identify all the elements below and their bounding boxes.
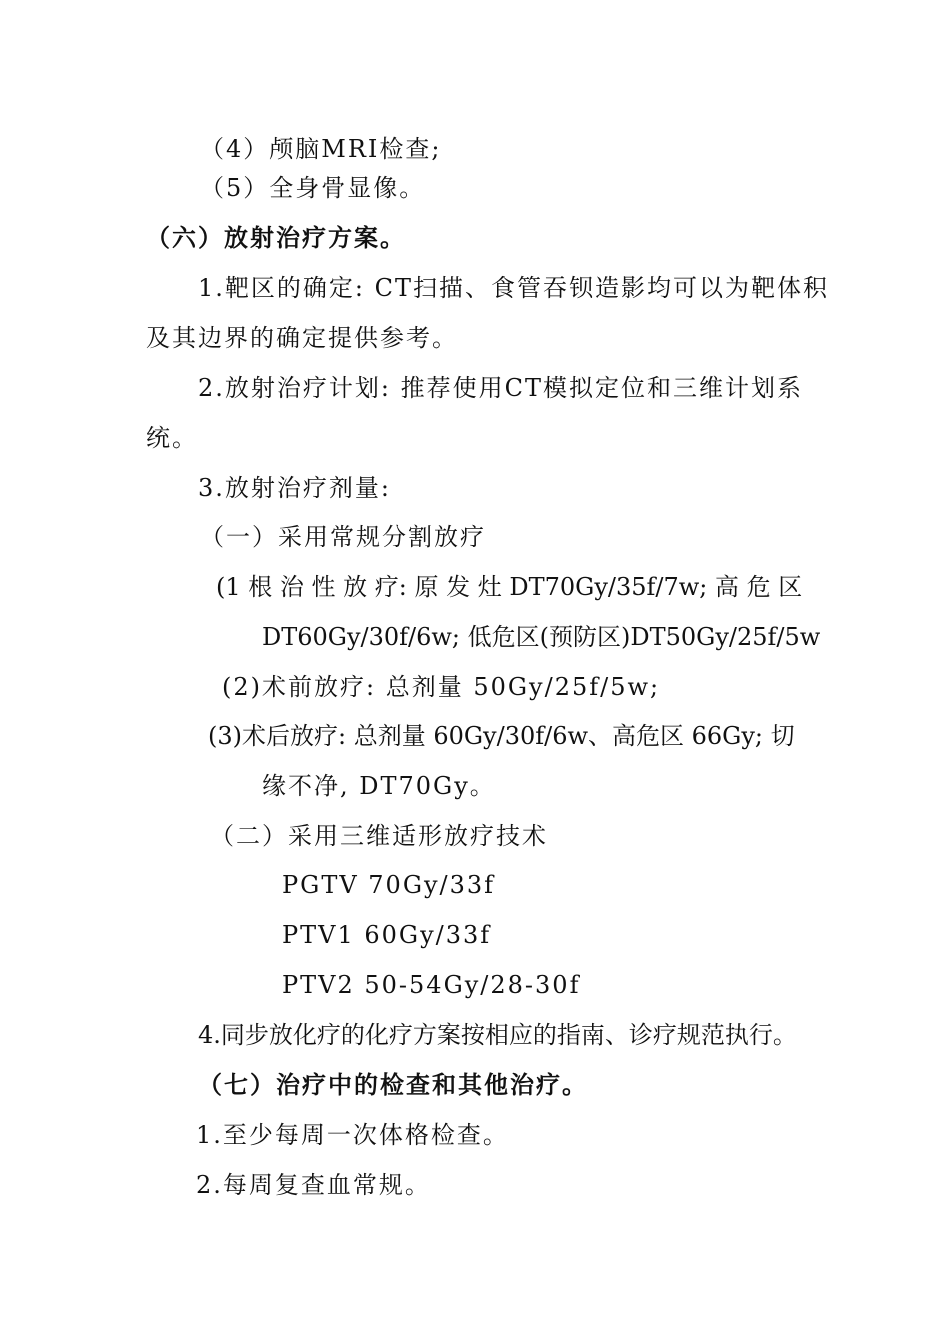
text-line: 缘不净, DT70Gy。 [262, 772, 496, 800]
text-line: 3.放射治疗剂量: [198, 474, 391, 502]
text-line: (1 根 治 性 放 疗: 原 发 灶 DT70Gy/35f/7w; 高 危 区 [216, 573, 803, 601]
text-line: 1.至少每周一次体格检查。 [196, 1121, 509, 1149]
text-line: （4）颅脑MRI检查; [200, 135, 442, 163]
text-line: （5）全身骨显像。 [200, 174, 426, 202]
text-line: 及其边界的确定提供参考。 [146, 324, 458, 352]
text-line: PTV1 60Gy/33f [282, 921, 492, 949]
text-line: (3)术后放疗: 总剂量 60Gy/30f/6w、高危区 66Gy; 切 [208, 722, 795, 750]
text-line: （二）采用三维适形放疗技术 [210, 822, 548, 850]
text-line: DT60Gy/30f/6w; 低危区(预防区)DT50Gy/25f/5w [262, 623, 821, 651]
text-line: (2)术前放疗: 总剂量 50Gy/25f/5w; [222, 673, 661, 701]
text-line: 4.同步放化疗的化疗方案按相应的指南、诊疗规范执行。 [198, 1021, 797, 1049]
text-line: PTV2 50-54Gy/28-30f [282, 971, 581, 999]
text-line: 1.靶区的确定: CT扫描、食管吞钡造影均可以为靶体积 [198, 274, 829, 302]
text-line: 统。 [146, 424, 198, 452]
section-heading: （七）治疗中的检查和其他治疗。 [198, 1070, 588, 1099]
section-heading: （六）放射治疗方案。 [146, 223, 406, 252]
text-line: 2.每周复查血常规。 [196, 1171, 431, 1199]
text-line: 2.放射治疗计划: 推荐使用CT模拟定位和三维计划系 [198, 374, 803, 402]
text-line: PGTV 70Gy/33f [282, 871, 496, 899]
text-line: （一）采用常规分割放疗 [200, 523, 486, 551]
